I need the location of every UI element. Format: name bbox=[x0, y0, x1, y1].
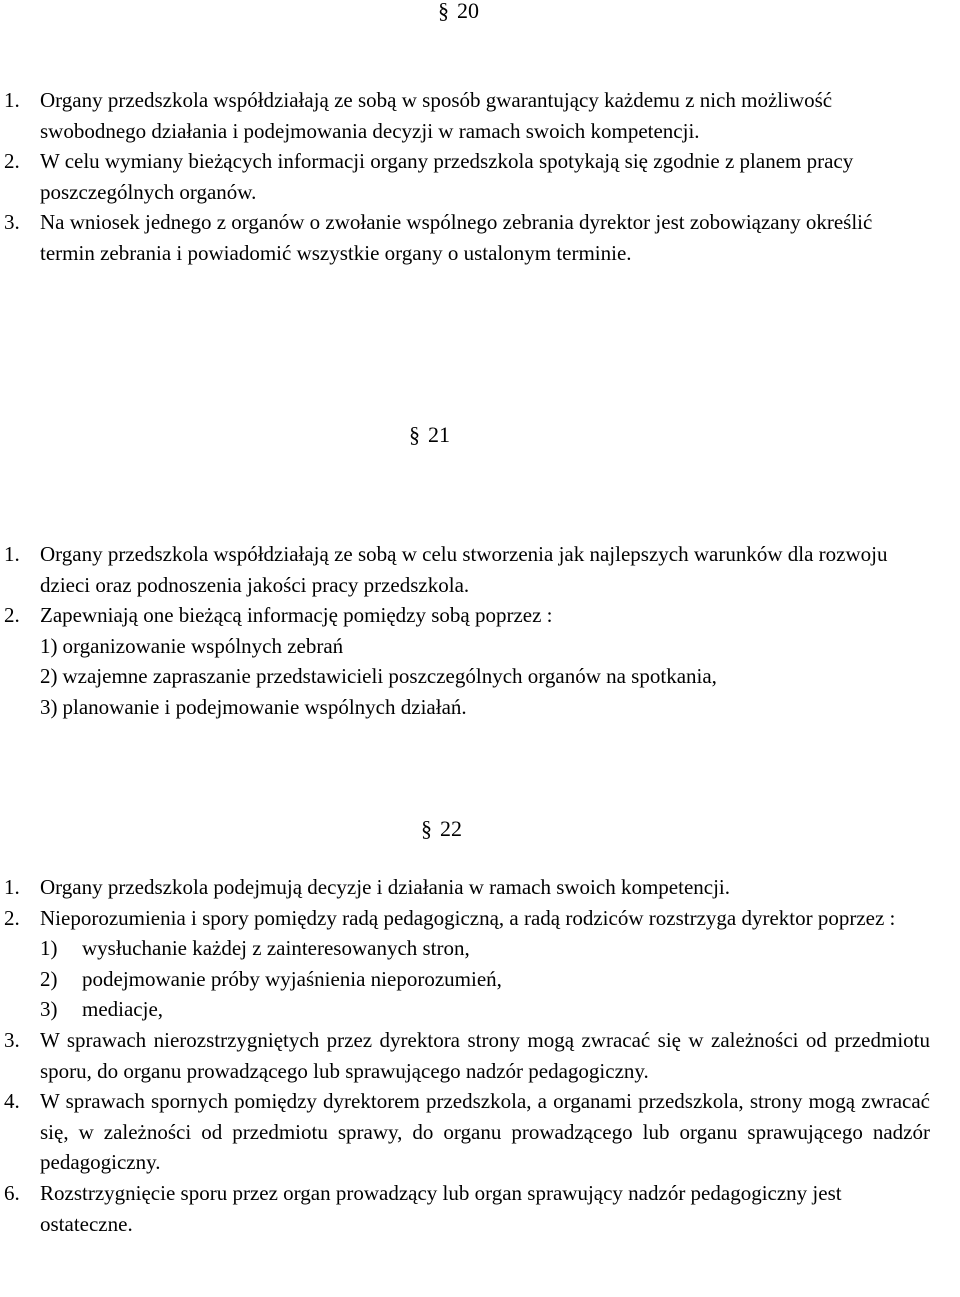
item-number: 2. bbox=[4, 149, 20, 174]
item-text: Rozstrzygnięcie sporu przez organ prowadzący lub organ sprawujący nadzór pedagogiczny jest ostateczne. bbox=[40, 1180, 842, 1236]
subitem-number: 2) bbox=[40, 966, 58, 991]
item-number: 2. bbox=[4, 603, 20, 628]
item-number: 3. bbox=[4, 210, 20, 235]
section-22-list-continued bbox=[0, 1025, 930, 1239]
item-number: 4. bbox=[4, 1089, 20, 1114]
item-text: W celu wymiany bieżących informacji organy przedszkola spotykają się zgodnie z planem pracy poszczególnych organów. bbox=[40, 149, 854, 204]
list-item bbox=[0, 539, 930, 600]
list-item bbox=[0, 1086, 930, 1178]
list-item bbox=[0, 85, 930, 146]
sub-list-item bbox=[40, 692, 930, 723]
subitem-text: podejmowanie próby wyjaśnienia nieporozumień, bbox=[82, 966, 502, 991]
section-sign: § bbox=[421, 816, 432, 841]
item-number: 1. bbox=[4, 542, 20, 566]
sub-list-item bbox=[40, 661, 930, 692]
list-item bbox=[0, 903, 930, 934]
section-21-sublist bbox=[0, 631, 930, 723]
item-text: Zapewniają one bieżącą informację pomiędzy sobą poprzez : bbox=[40, 603, 553, 628]
section-22-body bbox=[0, 872, 930, 1239]
sub-list-item bbox=[40, 631, 930, 662]
subitem-text: wysłuchanie każdej z zainteresowanych stron, bbox=[82, 936, 470, 961]
subitem-text: organizowanie wspólnych zebrań bbox=[62, 633, 344, 658]
item-number: 6. bbox=[4, 1180, 20, 1205]
section-22-list bbox=[0, 872, 930, 933]
list-item bbox=[0, 1178, 930, 1239]
section-heading-21 bbox=[409, 421, 450, 449]
item-number: 3. bbox=[4, 1027, 20, 1052]
section-22-sublist bbox=[0, 933, 930, 1025]
item-text: Nieporozumienia i spory pomiędzy radą pedagogiczną, a radą rodziców rozstrzyga dyrektor poprzez : bbox=[40, 905, 896, 930]
section-21-list bbox=[0, 539, 930, 631]
item-text: W sprawach spornych pomiędzy dyrektorem przedszkola, a organami przedszkola, strony mogą zwracać się, w zależności od przedmiotu sprawy, do organu prowadzącego lub organu sprawującego nadzór pedagogiczny. bbox=[40, 1089, 930, 1175]
section-number: 20 bbox=[457, 0, 479, 23]
sub-list-item bbox=[40, 994, 930, 1025]
section-heading-22 bbox=[421, 815, 462, 843]
section-number: 22 bbox=[440, 816, 462, 841]
section-20-list bbox=[0, 85, 930, 269]
list-item bbox=[0, 1025, 930, 1086]
subitem-text: planowanie i podejmowanie wspólnych działań. bbox=[62, 694, 467, 719]
item-text: Na wniosek jednego z organów o zwołanie wspólnego zebrania dyrektor jest zobowiązany określić termin zebrania i powiadomić wszystkie organy o ustalonym terminie. bbox=[40, 210, 873, 265]
section-sign: § bbox=[438, 0, 449, 23]
sub-list-item bbox=[40, 933, 930, 964]
list-item bbox=[0, 207, 930, 268]
subitem-text: wzajemne zapraszanie przedstawicieli poszczególnych organów na spotkania, bbox=[62, 664, 717, 689]
section-heading-20 bbox=[438, 0, 479, 25]
item-text: Organy przedszkola podejmują decyzje i działania w ramach swoich kompetencji. bbox=[40, 875, 731, 899]
list-item bbox=[0, 146, 930, 207]
item-text: Organy przedszkola współdziałają ze sobą w sposób gwarantujący każdemu z nich możliwość swobodnego działania i podejmowania decyzji w ramach swoich kompetencji. bbox=[40, 88, 833, 143]
section-20-body bbox=[0, 85, 930, 269]
item-number: 1. bbox=[4, 88, 20, 112]
subitem-number: 2) bbox=[40, 664, 58, 689]
item-number: 2. bbox=[4, 905, 20, 930]
section-sign: § bbox=[409, 422, 420, 447]
sub-list-item bbox=[40, 964, 930, 995]
subitem-number: 1) bbox=[40, 633, 58, 658]
subitem-number: 3) bbox=[40, 997, 58, 1022]
list-item bbox=[0, 872, 930, 903]
list-item bbox=[0, 600, 930, 631]
item-text: W sprawach nierozstrzygniętych przez dyrektora strony mogą zwracać się w zależności od przedmiotu sporu, do organu prowadzącego lub sprawującego nadzór pedagogiczny. bbox=[40, 1027, 930, 1083]
subitem-text: mediacje, bbox=[82, 997, 164, 1022]
subitem-number: 3) bbox=[40, 694, 58, 719]
section-21-body bbox=[0, 539, 930, 723]
item-number: 1. bbox=[4, 875, 20, 899]
section-number: 21 bbox=[428, 422, 450, 447]
subitem-number: 1) bbox=[40, 936, 58, 961]
item-text: Organy przedszkola współdziałają ze sobą w celu stworzenia jak najlepszych warunków dla rozwoju dzieci oraz podnoszenia jakości pracy przedszkola. bbox=[40, 542, 888, 597]
